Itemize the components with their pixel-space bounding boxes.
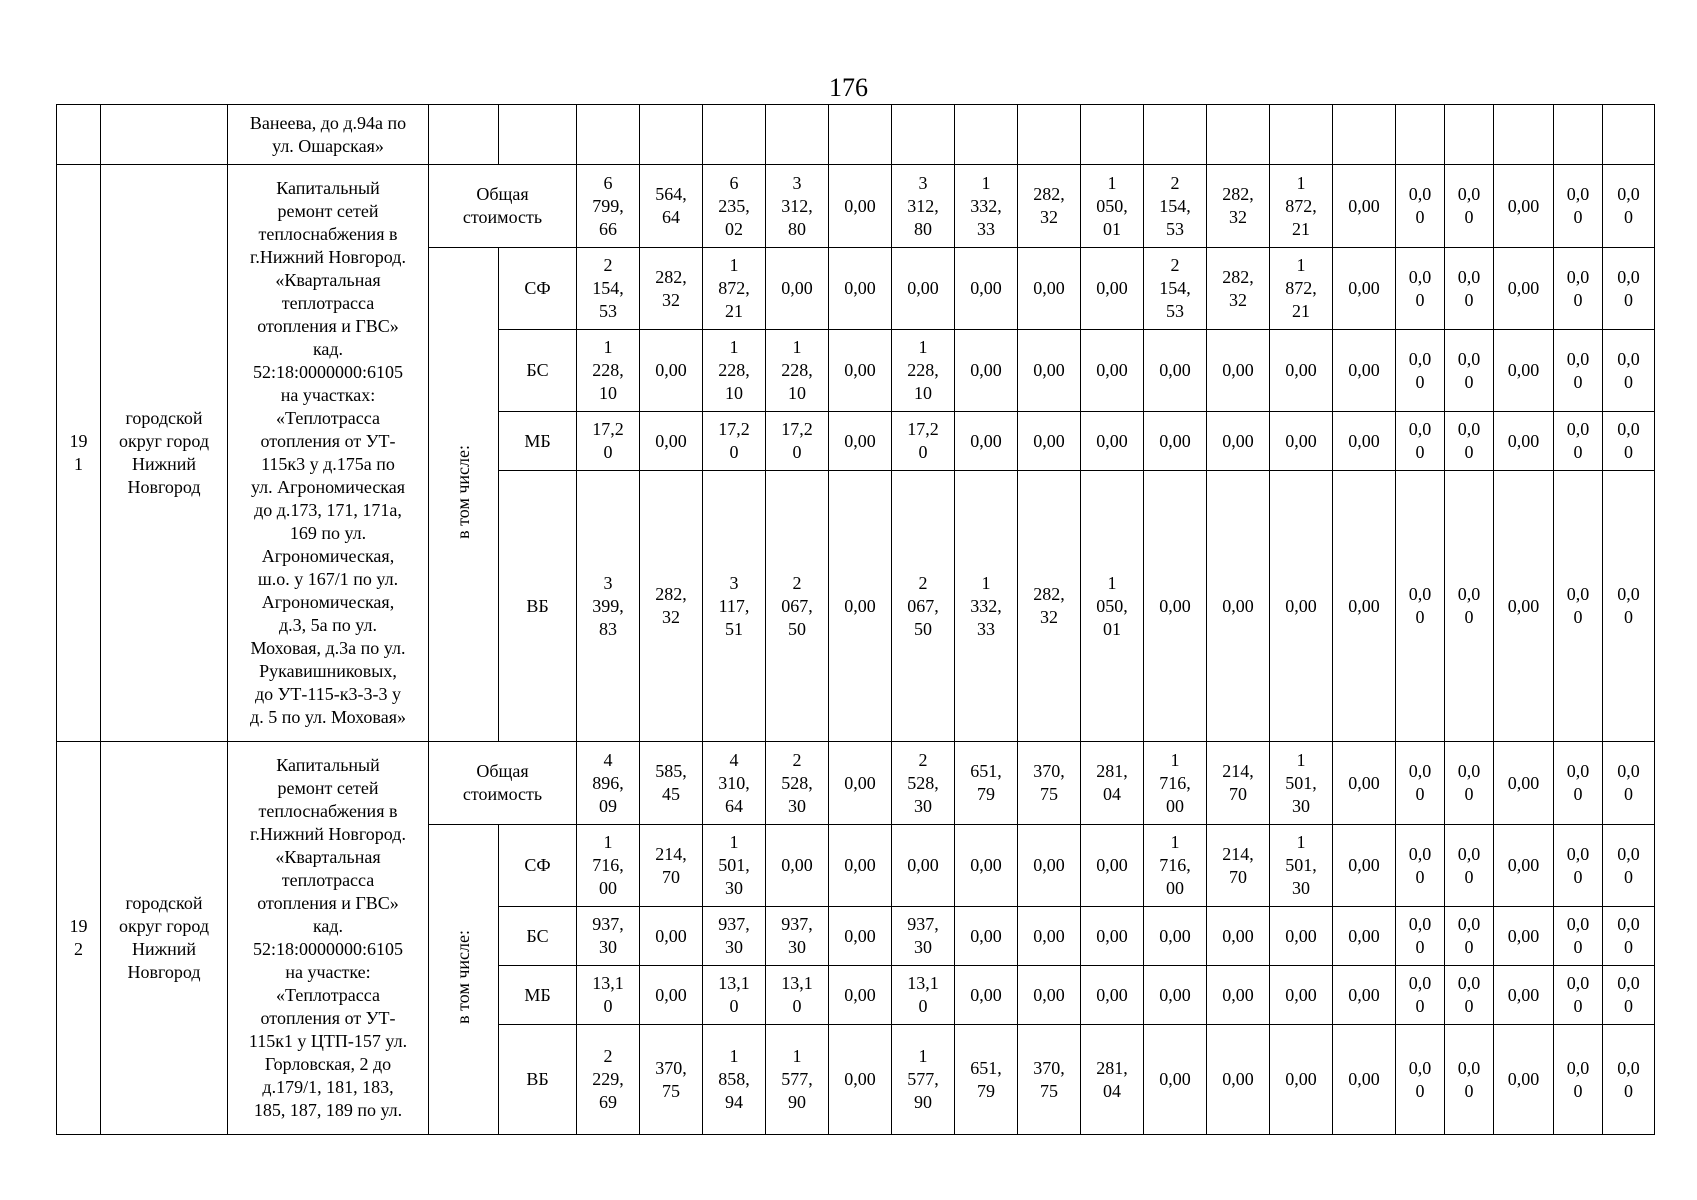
value-cell: 0,00 <box>1207 412 1270 471</box>
value-cell: 0,00 <box>766 248 829 330</box>
project-total-row <box>57 165 1655 248</box>
value-cell: 17,2 0 <box>703 412 766 471</box>
value-cell: 0,00 <box>1081 330 1144 412</box>
funding-source-label: СФ <box>499 825 577 907</box>
value-cell: 0,00 <box>1494 966 1554 1025</box>
value-cell: 0,0 0 <box>1554 825 1603 907</box>
value-cell: 0,00 <box>1207 471 1270 742</box>
value-cell: 0,0 0 <box>1603 966 1655 1025</box>
value-cell: 0,0 0 <box>1554 165 1603 248</box>
value-cell: 0,00 <box>829 907 892 966</box>
value-cell: 1 228, 10 <box>703 330 766 412</box>
value-cell: 0,00 <box>1018 330 1081 412</box>
value-cell: 1 501, 30 <box>1270 825 1333 907</box>
value-cell: 0,0 0 <box>1445 966 1494 1025</box>
continuation-row <box>57 105 1655 165</box>
value-cell: 17,2 0 <box>892 412 955 471</box>
value-cell: 0,0 0 <box>1396 1025 1445 1135</box>
value-cell: 0,00 <box>1270 907 1333 966</box>
value-cell: 0,00 <box>1333 907 1396 966</box>
value-cell: 0,0 0 <box>1603 907 1655 966</box>
table-cell <box>1144 105 1207 165</box>
total-cost-label: Общая стоимость <box>429 165 577 248</box>
value-cell: 1 501, 30 <box>1270 742 1333 825</box>
value-cell: 0,00 <box>1144 907 1207 966</box>
value-cell: 0,00 <box>1270 966 1333 1025</box>
value-cell: 214, 70 <box>640 825 703 907</box>
table-cell <box>57 105 101 165</box>
value-cell: 1 228, 10 <box>577 330 640 412</box>
table-cell <box>703 105 766 165</box>
value-cell: 282, 32 <box>640 471 703 742</box>
value-cell: 0,00 <box>1018 966 1081 1025</box>
value-cell: 564, 64 <box>640 165 703 248</box>
value-cell: 0,00 <box>1494 248 1554 330</box>
value-cell: 1 716, 00 <box>1144 742 1207 825</box>
value-cell: 6 799, 66 <box>577 165 640 248</box>
value-cell: 0,00 <box>1494 825 1554 907</box>
value-cell: 0,00 <box>1144 1025 1207 1135</box>
value-cell: 0,00 <box>1270 330 1333 412</box>
total-cost-label: Общая стоимость <box>429 742 577 825</box>
value-cell: 0,00 <box>640 966 703 1025</box>
value-cell: 0,00 <box>955 966 1018 1025</box>
value-cell: 0,00 <box>1333 1025 1396 1135</box>
value-cell: 0,00 <box>1494 412 1554 471</box>
value-cell: 0,00 <box>1018 412 1081 471</box>
value-cell: 3 312, 80 <box>766 165 829 248</box>
value-cell: 0,00 <box>1270 412 1333 471</box>
value-cell: 0,0 0 <box>1554 471 1603 742</box>
value-cell: 2 067, 50 <box>892 471 955 742</box>
funding-source-label: БС <box>499 330 577 412</box>
value-cell: 0,00 <box>829 412 892 471</box>
value-cell: 0,00 <box>640 330 703 412</box>
value-cell: 0,0 0 <box>1554 412 1603 471</box>
municipality-name: городской округ город Нижний Новгород <box>101 742 228 1135</box>
page-number: 176 <box>829 73 868 102</box>
value-cell: 0,00 <box>1081 412 1144 471</box>
value-cell: 1 872, 21 <box>703 248 766 330</box>
value-cell: 0,0 0 <box>1603 825 1655 907</box>
value-cell: 1 332, 33 <box>955 471 1018 742</box>
value-cell: 13,1 0 <box>703 966 766 1025</box>
value-cell: 0,0 0 <box>1396 742 1445 825</box>
value-cell: 0,0 0 <box>1445 1025 1494 1135</box>
value-cell: 0,00 <box>1333 471 1396 742</box>
value-cell: 0,0 0 <box>1603 330 1655 412</box>
funding-source-label: МБ <box>499 966 577 1025</box>
in-total-label <box>429 248 499 742</box>
value-cell: 0,0 0 <box>1445 412 1494 471</box>
value-cell: 0,00 <box>829 1025 892 1135</box>
value-cell: 0,0 0 <box>1603 165 1655 248</box>
value-cell: 0,00 <box>829 165 892 248</box>
table-cell <box>429 105 499 165</box>
value-cell: 0,00 <box>1333 825 1396 907</box>
value-cell: 0,00 <box>1494 165 1554 248</box>
value-cell: 0,0 0 <box>1445 248 1494 330</box>
value-cell: 13,1 0 <box>892 966 955 1025</box>
value-cell: 0,00 <box>955 412 1018 471</box>
value-cell: 0,00 <box>1494 471 1554 742</box>
project-description: Ванеева, до д.94а по ул. Ошарская» <box>228 105 429 165</box>
table-cell <box>499 105 577 165</box>
value-cell: 0,00 <box>766 825 829 907</box>
value-cell: 0,00 <box>1333 742 1396 825</box>
value-cell: 0,00 <box>955 825 1018 907</box>
value-cell: 0,0 0 <box>1554 742 1603 825</box>
value-cell: 2 229, 69 <box>577 1025 640 1135</box>
value-cell: 937, 30 <box>892 907 955 966</box>
value-cell: 1 228, 10 <box>892 330 955 412</box>
value-cell: 0,00 <box>955 907 1018 966</box>
project-total-row <box>57 742 1655 825</box>
table-cell <box>1333 105 1396 165</box>
value-cell: 214, 70 <box>1207 825 1270 907</box>
value-cell: 0,0 0 <box>1396 330 1445 412</box>
value-cell: 0,00 <box>892 248 955 330</box>
value-cell: 0,0 0 <box>1603 1025 1655 1135</box>
value-cell: 17,2 0 <box>577 412 640 471</box>
value-cell: 0,00 <box>1081 966 1144 1025</box>
value-cell: 370, 75 <box>640 1025 703 1135</box>
project-description: Капитальный ремонт сетей теплоснабжения в г.Нижний Новгород. «Квартальная теплотрасса отопления и ГВС» кад. 52:18:0000000:6105 на участках: «Теплотрасса отопления от УТ- 115к3 у д.175а по ул. Агрономическая до д.173, 171, 171а, 169 по ул. Агрономическая, ш.о. у 167/1 по ул. Агрономическая, д.3, 5а по ул. Моховая, д.3а по ул. Рукавишниковых, до УТ-115-к3-3-3 у д. 5 по ул. Моховая» <box>228 165 429 742</box>
table-cell <box>1081 105 1144 165</box>
value-cell: 0,0 0 <box>1445 907 1494 966</box>
value-cell: 0,00 <box>829 330 892 412</box>
value-cell: 0,0 0 <box>1603 412 1655 471</box>
value-cell: 0,00 <box>640 412 703 471</box>
value-cell: 0,00 <box>1494 330 1554 412</box>
value-cell: 0,00 <box>892 825 955 907</box>
value-cell: 0,00 <box>1144 412 1207 471</box>
value-cell: 937, 30 <box>766 907 829 966</box>
value-cell: 0,0 0 <box>1396 966 1445 1025</box>
value-cell: 1 577, 90 <box>892 1025 955 1135</box>
funding-source-label: БС <box>499 907 577 966</box>
value-cell: 0,00 <box>829 825 892 907</box>
value-cell: 0,0 0 <box>1554 907 1603 966</box>
table-body <box>57 105 1655 1135</box>
value-cell: 281, 04 <box>1081 742 1144 825</box>
value-cell: 0,00 <box>1207 966 1270 1025</box>
value-cell: 282, 32 <box>1207 165 1270 248</box>
value-cell: 2 067, 50 <box>766 471 829 742</box>
value-cell: 13,1 0 <box>766 966 829 1025</box>
value-cell: 2 154, 53 <box>577 248 640 330</box>
project-description: Капитальный ремонт сетей теплоснабжения в г.Нижний Новгород. «Квартальная теплотрасса отопления и ГВС» кад. 52:18:0000000:6105 на участке: «Теплотрасса отопления от УТ- 115к1 у ЦТП-157 ул. Горловская, 2 до д.179/1, 181, 183, 185, 187, 189 по ул. <box>228 742 429 1135</box>
value-cell: 0,00 <box>1207 907 1270 966</box>
table-cell <box>577 105 640 165</box>
value-cell: 0,00 <box>1494 742 1554 825</box>
value-cell: 0,00 <box>1081 907 1144 966</box>
value-cell: 0,00 <box>1018 907 1081 966</box>
value-cell: 0,0 0 <box>1396 248 1445 330</box>
value-cell: 651, 79 <box>955 1025 1018 1135</box>
value-cell: 0,00 <box>829 471 892 742</box>
table-cell <box>1603 105 1655 165</box>
value-cell: 2 154, 53 <box>1144 165 1207 248</box>
value-cell: 0,00 <box>1270 1025 1333 1135</box>
value-cell: 0,00 <box>640 907 703 966</box>
value-cell: 1 872, 21 <box>1270 165 1333 248</box>
table-cell <box>1396 105 1445 165</box>
value-cell: 0,0 0 <box>1445 471 1494 742</box>
value-cell: 0,00 <box>1018 825 1081 907</box>
value-cell: 281, 04 <box>1081 1025 1144 1135</box>
table-cell <box>1494 105 1554 165</box>
value-cell: 1 332, 33 <box>955 165 1018 248</box>
value-cell: 0,00 <box>1144 966 1207 1025</box>
value-cell: 282, 32 <box>1018 165 1081 248</box>
value-cell: 0,0 0 <box>1603 471 1655 742</box>
value-cell: 1 050, 01 <box>1081 165 1144 248</box>
value-cell: 937, 30 <box>703 907 766 966</box>
value-cell: 1 716, 00 <box>1144 825 1207 907</box>
value-cell: 0,00 <box>1494 1025 1554 1135</box>
value-cell: 0,00 <box>1333 330 1396 412</box>
funding-source-label: ВБ <box>499 1025 577 1135</box>
value-cell: 3 399, 83 <box>577 471 640 742</box>
value-cell: 2 154, 53 <box>1144 248 1207 330</box>
value-cell: 0,0 0 <box>1396 165 1445 248</box>
value-cell: 0,0 0 <box>1554 966 1603 1025</box>
table-cell <box>101 105 228 165</box>
value-cell: 651, 79 <box>955 742 1018 825</box>
project-number: 19 1 <box>57 165 101 742</box>
value-cell: 0,00 <box>1081 825 1144 907</box>
table-cell <box>955 105 1018 165</box>
value-cell: 0,00 <box>1333 966 1396 1025</box>
in-total-label <box>429 825 499 1135</box>
value-cell: 2 528, 30 <box>766 742 829 825</box>
value-cell: 1 872, 21 <box>1270 248 1333 330</box>
value-cell: 0,00 <box>1270 471 1333 742</box>
value-cell: 282, 32 <box>640 248 703 330</box>
table-cell <box>766 105 829 165</box>
value-cell: 0,00 <box>1333 248 1396 330</box>
value-cell: 0,00 <box>1144 330 1207 412</box>
table-cell <box>829 105 892 165</box>
value-cell: 370, 75 <box>1018 1025 1081 1135</box>
funding-source-label: МБ <box>499 412 577 471</box>
value-cell: 0,0 0 <box>1445 330 1494 412</box>
value-cell: 0,00 <box>829 248 892 330</box>
value-cell: 2 528, 30 <box>892 742 955 825</box>
value-cell: 0,00 <box>1207 1025 1270 1135</box>
value-cell: 0,00 <box>955 330 1018 412</box>
value-cell: 0,0 0 <box>1396 825 1445 907</box>
value-cell: 0,0 0 <box>1396 471 1445 742</box>
value-cell: 0,0 0 <box>1554 1025 1603 1135</box>
value-cell: 0,0 0 <box>1396 907 1445 966</box>
value-cell: 1 501, 30 <box>703 825 766 907</box>
value-cell: 0,00 <box>1207 330 1270 412</box>
value-cell: 214, 70 <box>1207 742 1270 825</box>
budget-table <box>56 104 1655 1135</box>
value-cell: 0,00 <box>1018 248 1081 330</box>
value-cell: 937, 30 <box>577 907 640 966</box>
value-cell: 0,00 <box>955 248 1018 330</box>
value-cell: 13,1 0 <box>577 966 640 1025</box>
value-cell: 0,00 <box>829 742 892 825</box>
table-cell <box>1554 105 1603 165</box>
value-cell: 0,0 0 <box>1603 248 1655 330</box>
value-cell: 0,0 0 <box>1554 330 1603 412</box>
in-total-text: в том числе: <box>453 444 473 539</box>
value-cell: 0,0 0 <box>1396 412 1445 471</box>
value-cell: 282, 32 <box>1207 248 1270 330</box>
table-cell <box>1207 105 1270 165</box>
value-cell: 3 117, 51 <box>703 471 766 742</box>
municipality-name: городской округ город Нижний Новгород <box>101 165 228 742</box>
funding-source-label: СФ <box>499 248 577 330</box>
value-cell: 0,00 <box>1333 412 1396 471</box>
value-cell: 4 310, 64 <box>703 742 766 825</box>
value-cell: 585, 45 <box>640 742 703 825</box>
table-cell <box>640 105 703 165</box>
value-cell: 0,00 <box>1081 248 1144 330</box>
value-cell: 4 896, 09 <box>577 742 640 825</box>
funding-source-label: ВБ <box>499 471 577 742</box>
value-cell: 1 577, 90 <box>766 1025 829 1135</box>
value-cell: 0,00 <box>829 966 892 1025</box>
table-cell <box>1270 105 1333 165</box>
value-cell: 1 050, 01 <box>1081 471 1144 742</box>
table-cell <box>892 105 955 165</box>
value-cell: 0,00 <box>1144 471 1207 742</box>
value-cell: 6 235, 02 <box>703 165 766 248</box>
value-cell: 1 228, 10 <box>766 330 829 412</box>
value-cell: 1 716, 00 <box>577 825 640 907</box>
value-cell: 0,0 0 <box>1445 165 1494 248</box>
value-cell: 1 858, 94 <box>703 1025 766 1135</box>
value-cell: 0,00 <box>1494 907 1554 966</box>
value-cell: 0,0 0 <box>1603 742 1655 825</box>
value-cell: 17,2 0 <box>766 412 829 471</box>
value-cell: 0,0 0 <box>1554 248 1603 330</box>
value-cell: 0,0 0 <box>1445 742 1494 825</box>
value-cell: 0,00 <box>1333 165 1396 248</box>
value-cell: 370, 75 <box>1018 742 1081 825</box>
table-cell <box>1018 105 1081 165</box>
value-cell: 0,0 0 <box>1445 825 1494 907</box>
table-cell <box>1445 105 1494 165</box>
project-number: 19 2 <box>57 742 101 1135</box>
in-total-text: в том числе: <box>453 929 473 1024</box>
value-cell: 3 312, 80 <box>892 165 955 248</box>
value-cell: 282, 32 <box>1018 471 1081 742</box>
